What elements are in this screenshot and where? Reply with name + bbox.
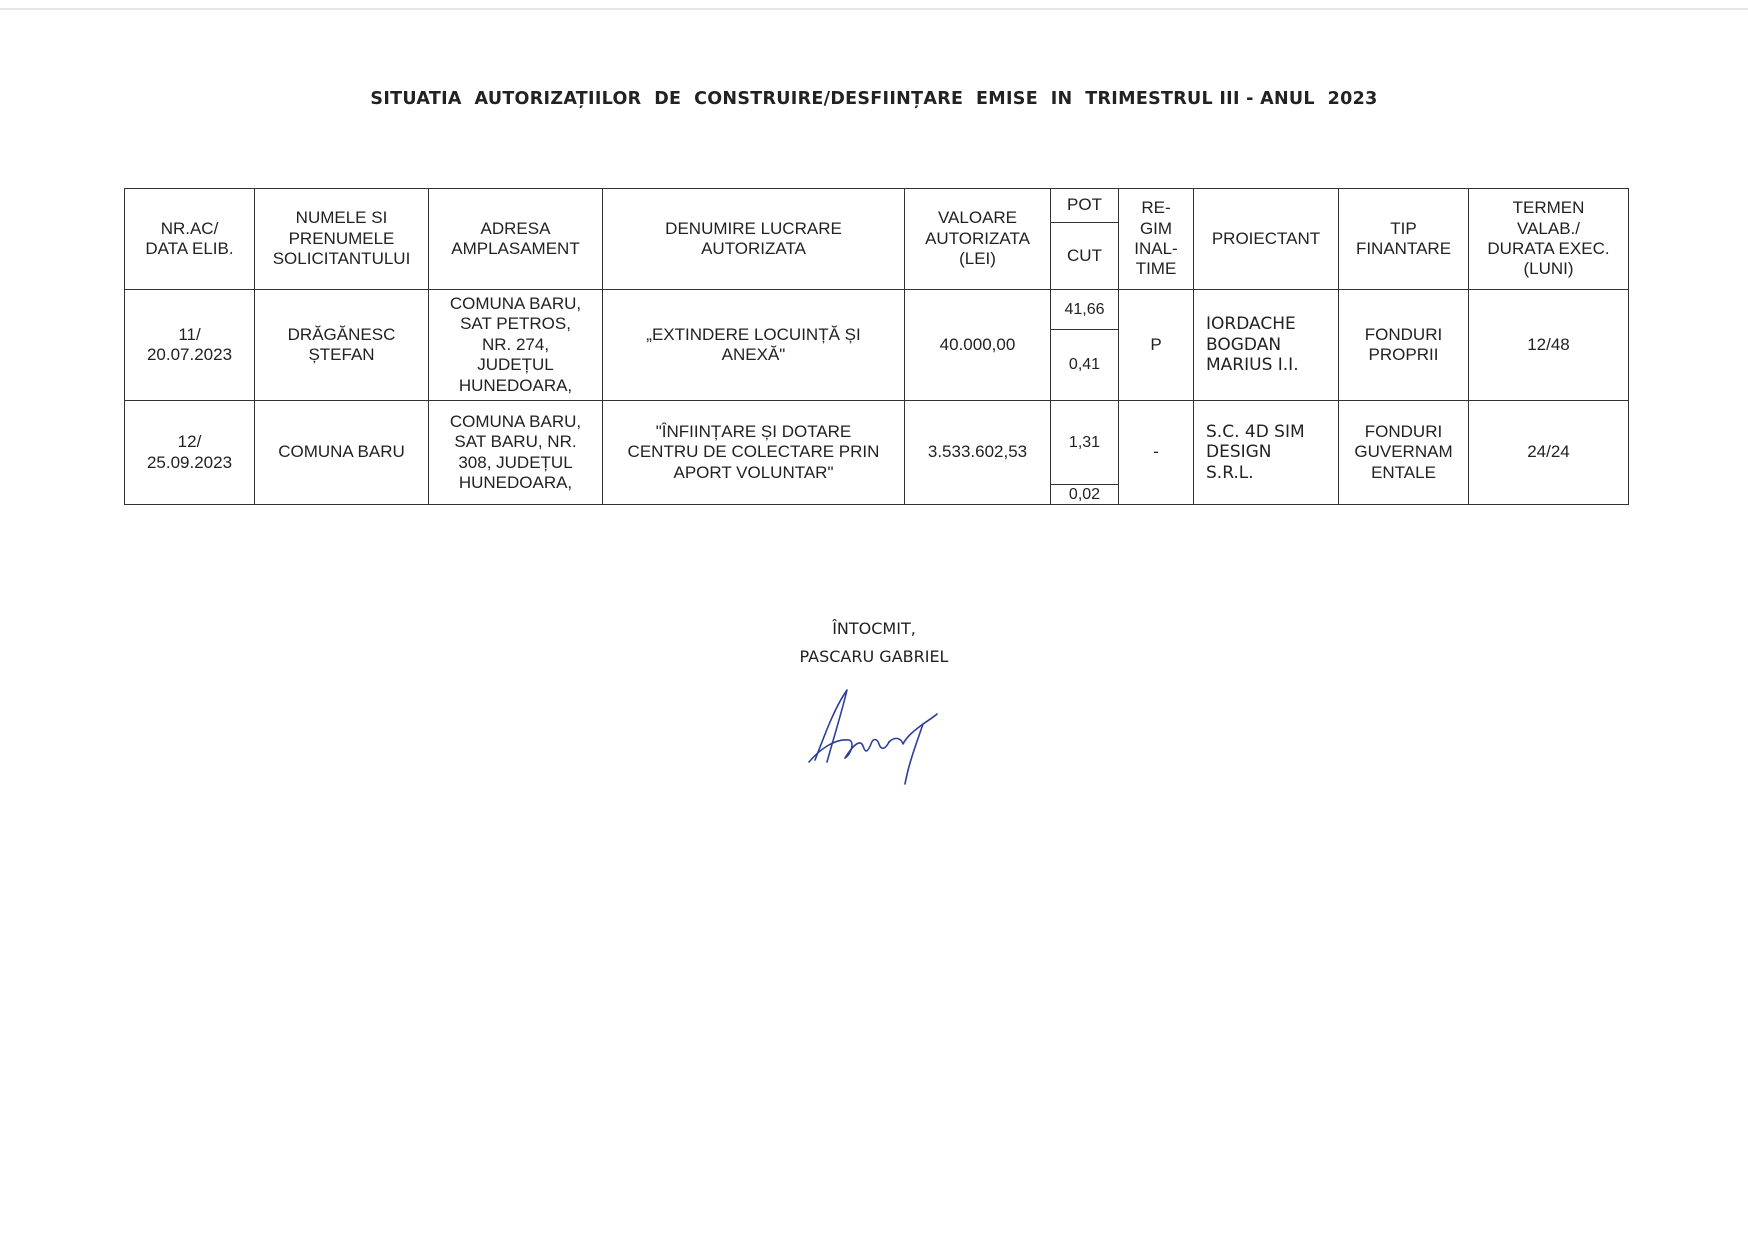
cell-cut: 0,41: [1051, 330, 1119, 401]
header-cut: CUT: [1051, 223, 1119, 290]
cell-cut: 0,02: [1051, 485, 1119, 505]
cell-address: COMUNA BARU, SAT BARU, NR. 308, JUDEȚUL HUNEDOARA,: [429, 401, 603, 505]
cell-pot: 41,66: [1051, 290, 1119, 330]
cell-name: COMUNA BARU: [255, 401, 429, 505]
cell-pot: 1,31: [1051, 401, 1119, 485]
header-term: TERMEN VALAB./ DURATA EXEC. (LUNI): [1469, 189, 1629, 290]
header-nr: NR.AC/ DATA ELIB.: [125, 189, 255, 290]
cell-funding: FONDURI PROPRII: [1339, 290, 1469, 401]
cell-value: 40.000,00: [905, 290, 1051, 401]
table-row: [125, 401, 1629, 485]
header-name: NUMELE SI PRENUMELE SOLICITANTULUI: [255, 189, 429, 290]
cell-nr: 12/ 25.09.2023: [125, 401, 255, 505]
cell-regim: -: [1119, 401, 1194, 505]
header-funding: TIP FINANTARE: [1339, 189, 1469, 290]
header-work: DENUMIRE LUCRARE AUTORIZATA: [603, 189, 905, 290]
cell-regim: P: [1119, 290, 1194, 401]
header-address: ADRESA AMPLASAMENT: [429, 189, 603, 290]
table-header-row: [125, 189, 1629, 223]
cell-designer: IORDACHE BOGDAN MARIUS I.I.: [1194, 290, 1339, 401]
prepared-by-label: ÎNTOCMIT,: [832, 619, 916, 638]
cell-designer: S.C. 4D SIM DESIGN S.R.L.: [1194, 401, 1339, 505]
permits-table: [124, 188, 1629, 505]
cell-nr: 11/ 20.07.2023: [125, 290, 255, 401]
cell-work: "ÎNFIINȚARE ȘI DOTARE CENTRU DE COLECTARE PRIN APORT VOLUNTAR": [603, 401, 905, 505]
prepared-by-name: PASCARU GABRIEL: [799, 647, 949, 666]
document-title: SITUATIA AUTORIZAȚIILOR DE CONSTRUIRE/DESFIINȚARE EMISE IN TRIMESTRUL III - ANUL 2023: [370, 89, 1378, 109]
scan-edge-line: [0, 8, 1748, 10]
cell-value: 3.533.602,53: [905, 401, 1051, 505]
cell-term: 12/48: [1469, 290, 1629, 401]
header-pot: POT: [1051, 189, 1119, 223]
cell-address: COMUNA BARU, SAT PETROS, NR. 274, JUDEȚUL HUNEDOARA,: [429, 290, 603, 401]
header-designer: PROIECTANT: [1194, 189, 1339, 290]
cell-name: DRĂGĂNESC ȘTEFAN: [255, 290, 429, 401]
signature-block: [0, 615, 1748, 671]
header-value: VALOARE AUTORIZATA (LEI): [905, 189, 1051, 290]
handwritten-signature: [805, 680, 945, 790]
cell-work: „EXTINDERE LOCUINȚĂ ȘI ANEXĂ": [603, 290, 905, 401]
cell-funding: FONDURI GUVERNAM ENTALE: [1339, 401, 1469, 505]
cell-term: 24/24: [1469, 401, 1629, 505]
header-regim: RE- GIM INAL- TIME: [1119, 189, 1194, 290]
table-row: [125, 290, 1629, 330]
